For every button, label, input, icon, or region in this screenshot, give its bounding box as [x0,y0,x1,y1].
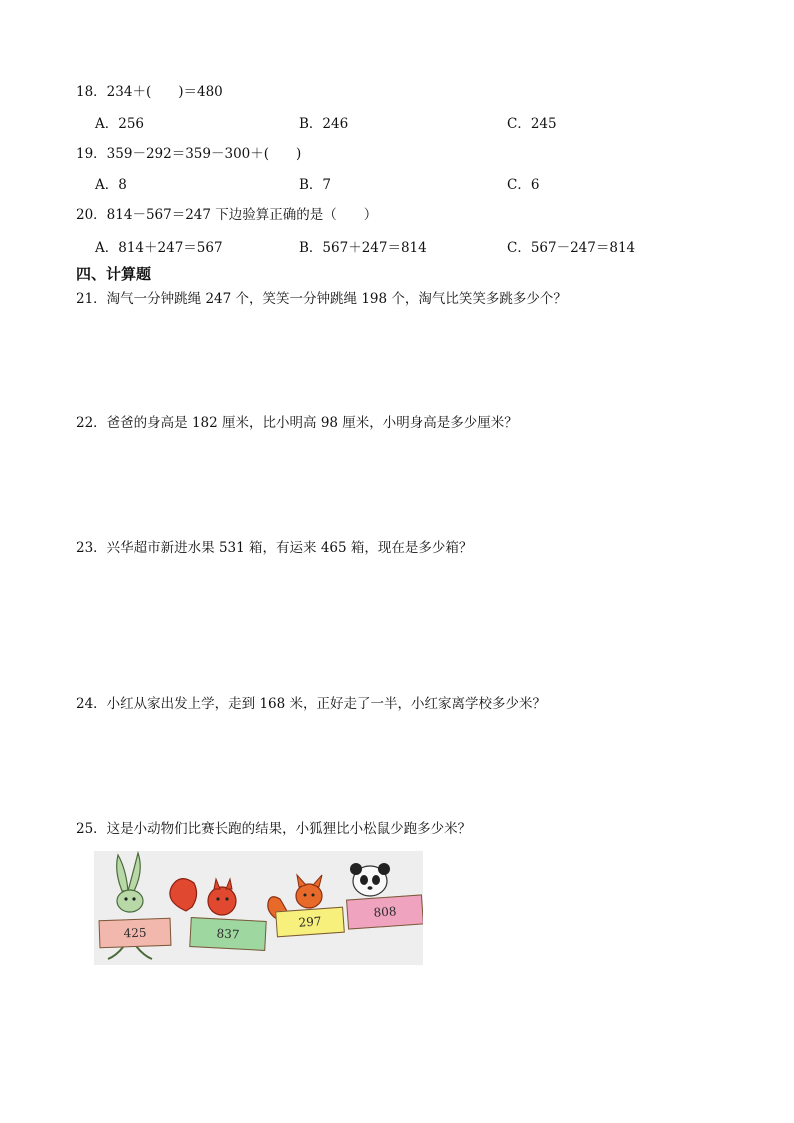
question-19-option-a[interactable]: A．8 [95,177,127,193]
fox-value: 297 [298,914,322,930]
question-18-option-c[interactable]: C．245 [507,116,557,132]
question-18-option-b[interactable]: B．246 [299,116,349,132]
panda-icon [350,863,390,896]
question-20-option-a[interactable]: A．814＋247＝567 [95,240,223,256]
problem-25: 25．这是小动物们比赛长跑的结果，小狐狸比小松鼠少跑多少米？ [76,821,472,837]
question-18-option-a[interactable]: A．256 [95,116,145,132]
squirrel-value: 837 [216,926,240,942]
question-19-option-b[interactable]: B．7 [299,177,332,193]
rabbit-sign [99,918,172,948]
problem-24: 24．小红从家出发上学，走到 168 米，正好走了一半，小红家离学校多少米？ [76,696,547,712]
question-20-option-c[interactable]: C．567－247＝814 [507,240,636,256]
panda-sign [346,894,423,929]
squirrel-sign [189,917,266,951]
question-20-stem: 20．814－567＝247 下边验算正确的是（ ） [76,207,378,223]
rabbit-value: 425 [123,925,147,941]
fox-sign [275,907,345,938]
section-title: 四、计算题 [76,265,152,283]
question-19-stem: 19．359－292＝359－300＋( ) [76,146,302,162]
problem-21: 21．淘气一分钟跳绳 247 个，笑笑一分钟跳绳 198 个，淘气比笑笑多跳多少个？ [76,291,567,307]
question-18-stem: 18．234＋( )＝480 [76,84,223,100]
question-20-option-b[interactable]: B．567＋247＝814 [299,240,427,256]
problem-23: 23．兴华超市新进水果 531 箱，有运来 465 箱，现在是多少箱？ [76,540,473,556]
question-19-option-c[interactable]: C．6 [507,177,540,193]
squirrel-icon [170,879,236,915]
problem-22: 22．爸爸的身高是 182 厘米，比小明高 98 厘米，小明身高是多少厘米？ [76,415,518,431]
race-results-figure [94,851,423,965]
panda-value: 808 [373,904,397,920]
